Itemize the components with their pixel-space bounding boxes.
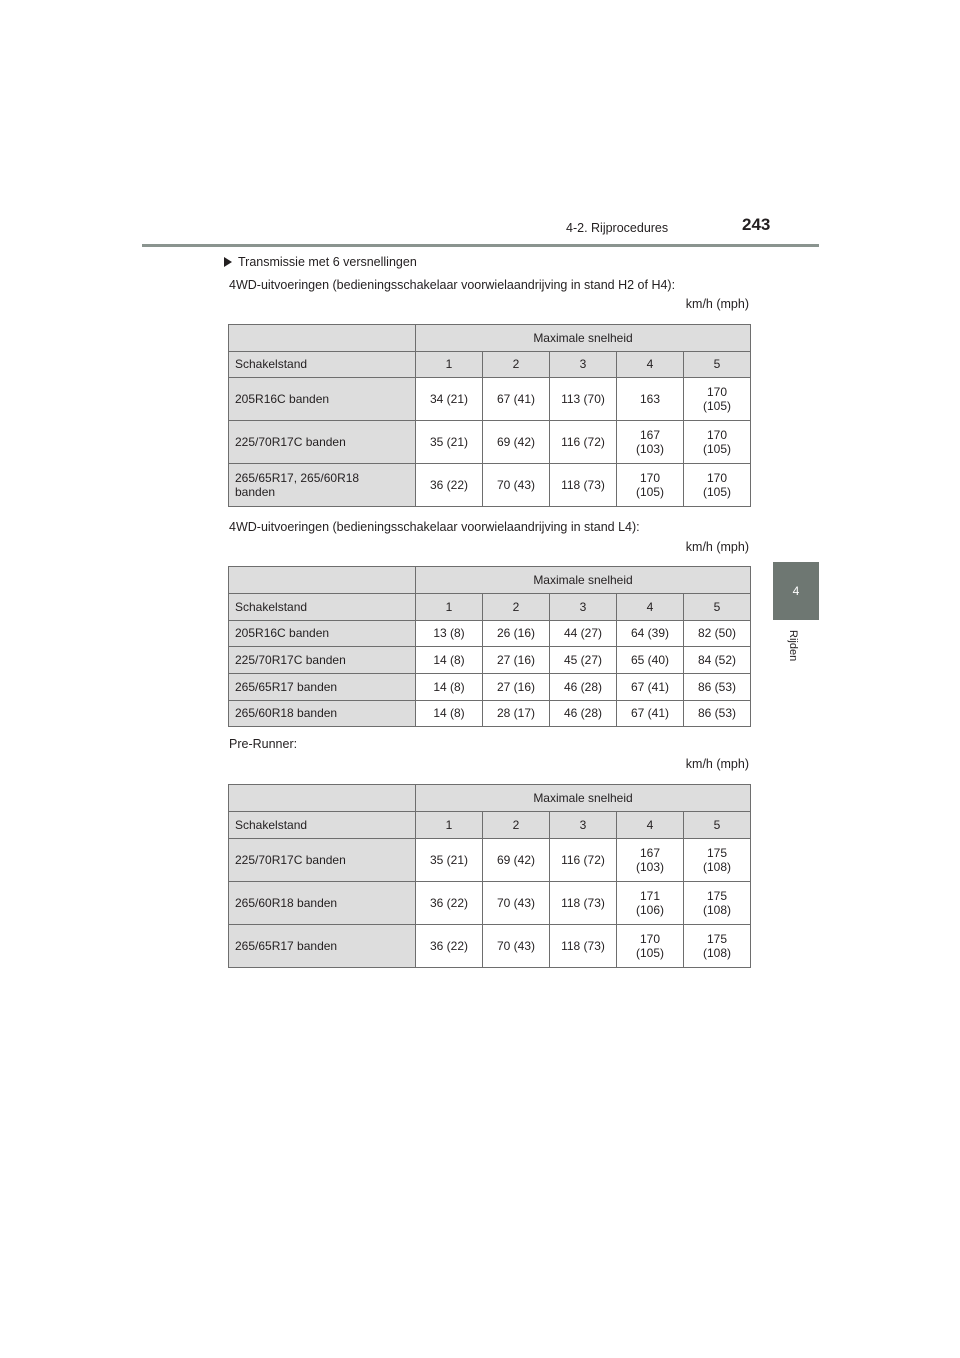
value-cell: 116 (72) — [550, 839, 617, 882]
group-header: Maximale snelheid — [416, 567, 751, 594]
value-cell: 67 (41) — [483, 378, 550, 421]
tire-cell: 225/70R17C banden — [229, 839, 416, 882]
gear-row — [229, 594, 751, 621]
gear-cell: 3 — [550, 812, 617, 839]
tire-cell: 205R16C banden — [229, 378, 416, 421]
group-header: Maximale snelheid — [416, 785, 751, 812]
table-row — [229, 701, 751, 727]
gear-cell: 4 — [617, 594, 684, 621]
value-cell: 13 (8) — [416, 621, 483, 647]
value-cell: 44 (27) — [550, 621, 617, 647]
value-cell: 175 (108) — [684, 925, 751, 968]
speed-table — [228, 784, 751, 968]
section-title: 4-2. Rijprocedures — [566, 221, 669, 235]
chapter-label: Rijden — [787, 630, 799, 662]
value-cell: 170 (105) — [617, 464, 684, 507]
value-cell: 46 (28) — [550, 701, 617, 727]
value-cell: 36 (22) — [416, 464, 483, 507]
table-intro: 4WD-uitvoeringen (bedieningsschakelaar voorwielaandrijving in stand H2 of H4): — [229, 278, 676, 292]
section-heading — [224, 255, 417, 269]
table-row — [229, 464, 751, 507]
value-cell: 167 (103) — [617, 421, 684, 464]
value-cell: 86 (53) — [684, 674, 751, 701]
tire-cell: 205R16C banden — [229, 621, 416, 647]
value-cell: 69 (42) — [483, 421, 550, 464]
gear-cell: 5 — [684, 812, 751, 839]
value-cell: 27 (16) — [483, 647, 550, 674]
value-cell: 34 (21) — [416, 378, 483, 421]
table-row — [229, 621, 751, 647]
value-cell: 26 (16) — [483, 621, 550, 647]
value-cell: 70 (43) — [483, 464, 550, 507]
value-cell: 70 (43) — [483, 925, 550, 968]
tire-cell: 265/65R17 banden — [229, 674, 416, 701]
table-intro: 4WD-uitvoeringen (bedieningsschakelaar voorwielaandrijving in stand L4): — [229, 520, 640, 534]
value-cell: 14 (8) — [416, 647, 483, 674]
gear-row — [229, 812, 751, 839]
group-header: Maximale snelheid — [416, 325, 751, 352]
value-cell: 36 (22) — [416, 925, 483, 968]
value-cell: 118 (73) — [550, 925, 617, 968]
gear-cell: 5 — [684, 594, 751, 621]
gear-cell: 5 — [684, 352, 751, 378]
gear-label: Schakelstand — [229, 812, 416, 839]
value-cell: 118 (73) — [550, 882, 617, 925]
value-cell: 84 (52) — [684, 647, 751, 674]
value-cell: 167 (103) — [617, 839, 684, 882]
value-cell: 70 (43) — [483, 882, 550, 925]
value-cell: 171 (106) — [617, 882, 684, 925]
value-cell: 175 (108) — [684, 882, 751, 925]
table-row — [229, 839, 751, 882]
tire-cell: 265/60R18 banden — [229, 701, 416, 727]
heading-text: Transmissie met 6 versnellingen — [238, 255, 417, 269]
value-cell: 14 (8) — [416, 674, 483, 701]
gear-cell: 1 — [416, 352, 483, 378]
value-cell: 86 (53) — [684, 701, 751, 727]
table-unit: km/h (mph) — [685, 297, 749, 311]
table-unit: km/h (mph) — [685, 757, 749, 771]
gear-label: Schakelstand — [229, 594, 416, 621]
value-cell: 118 (73) — [550, 464, 617, 507]
value-cell: 163 — [617, 378, 684, 421]
chapter-number: 4 — [792, 584, 800, 598]
value-cell: 170 (105) — [684, 421, 751, 464]
gear-cell: 2 — [483, 594, 550, 621]
table-row — [229, 647, 751, 674]
value-cell: 170 (105) — [684, 464, 751, 507]
value-cell: 67 (41) — [617, 701, 684, 727]
gear-cell: 2 — [483, 812, 550, 839]
gear-cell: 3 — [550, 352, 617, 378]
triangle-bullet-icon — [224, 257, 232, 267]
value-cell: 35 (21) — [416, 421, 483, 464]
header-divider — [142, 244, 819, 247]
table-unit: km/h (mph) — [685, 540, 749, 554]
gear-cell: 3 — [550, 594, 617, 621]
value-cell: 27 (16) — [483, 674, 550, 701]
value-cell: 64 (39) — [617, 621, 684, 647]
table-corner-cell — [229, 785, 416, 812]
chapter-tab[interactable] — [773, 562, 819, 620]
page-number: 243 — [742, 215, 771, 234]
value-cell: 175 (108) — [684, 839, 751, 882]
value-cell: 69 (42) — [483, 839, 550, 882]
tire-cell: 225/70R17C banden — [229, 421, 416, 464]
table-row — [229, 882, 751, 925]
gear-label: Schakelstand — [229, 352, 416, 378]
tire-cell: 265/65R17, 265/60R18 banden — [229, 464, 416, 507]
table-row — [229, 674, 751, 701]
gear-row — [229, 352, 751, 378]
value-cell: 36 (22) — [416, 882, 483, 925]
value-cell: 65 (40) — [617, 647, 684, 674]
value-cell: 82 (50) — [684, 621, 751, 647]
tire-cell: 225/70R17C banden — [229, 647, 416, 674]
table-header-row — [229, 325, 751, 352]
value-cell: 67 (41) — [617, 674, 684, 701]
value-cell: 170 (105) — [684, 378, 751, 421]
value-cell: 116 (72) — [550, 421, 617, 464]
value-cell: 45 (27) — [550, 647, 617, 674]
value-cell: 170 (105) — [617, 925, 684, 968]
gear-cell: 1 — [416, 594, 483, 621]
table-row — [229, 421, 751, 464]
speed-table — [228, 324, 751, 507]
value-cell: 46 (28) — [550, 674, 617, 701]
gear-cell: 4 — [617, 812, 684, 839]
table-row — [229, 925, 751, 968]
tire-cell: 265/65R17 banden — [229, 925, 416, 968]
table-corner-cell — [229, 567, 416, 594]
tire-cell: 265/60R18 banden — [229, 882, 416, 925]
table-row — [229, 378, 751, 421]
table-intro: Pre-Runner: — [229, 737, 298, 751]
value-cell: 113 (70) — [550, 378, 617, 421]
table-header-row — [229, 785, 751, 812]
value-cell: 28 (17) — [483, 701, 550, 727]
table-corner-cell — [229, 325, 416, 352]
value-cell: 14 (8) — [416, 701, 483, 727]
gear-cell: 4 — [617, 352, 684, 378]
speed-table — [228, 566, 751, 727]
gear-cell: 1 — [416, 812, 483, 839]
table-header-row — [229, 567, 751, 594]
value-cell: 35 (21) — [416, 839, 483, 882]
gear-cell: 2 — [483, 352, 550, 378]
